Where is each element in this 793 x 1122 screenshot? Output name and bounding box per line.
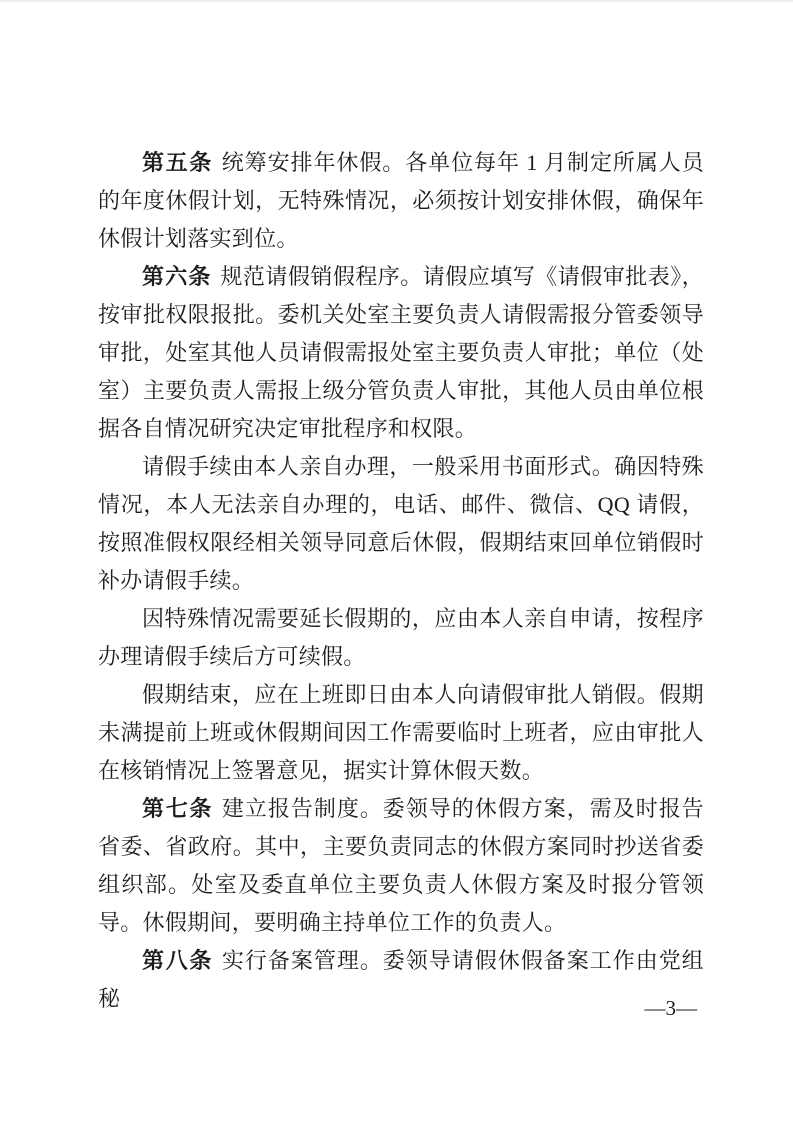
document-body <box>98 144 704 1018</box>
article-paragraph <box>98 942 704 1018</box>
article-paragraph <box>98 144 704 258</box>
paragraph-text: 假期结束，应在上班即日由本人向请假审批人销假。假期未满提前上班或休假期间因工作需要临时上班者，应由审批人在核销情况上签署意见，据实计算休假天数。 <box>98 682 704 783</box>
article-number-label: 第八条 <box>142 948 214 973</box>
article-number-label: 第六条 <box>142 264 212 289</box>
paragraph-text: 规范请假销假程序。请假应填写《请假审批表》，按审批权限报批。委机关处室主要负责人请假需报分管委领导审批，处室其他人员请假需报处室主要负责人审批；单位（处室）主要负责人需报上级分管负责人审批，其他人员由单位根据各自情况研究决定审批程序和权限。 <box>98 264 704 441</box>
paragraph-text: 请假手续由本人亲自办理，一般采用书面形式。确因特殊情况，本人无法亲自办理的，电话、邮件、微信、QQ 请假，按照准假权限经相关领导同意后休假，假期结束回单位销假时补办请假手续。 <box>98 454 704 593</box>
page-number: —3— <box>644 996 697 1020</box>
article-number-label: 第五条 <box>142 150 213 175</box>
article-paragraph <box>98 790 704 942</box>
article-paragraph <box>98 258 704 448</box>
paragraph-text: 实行备案管理。委领导请假休假备案工作由党组秘 <box>98 948 704 1011</box>
article-number-label: 第七条 <box>142 796 214 821</box>
article-paragraph <box>98 600 704 676</box>
article-paragraph <box>98 676 704 790</box>
article-paragraph <box>98 448 704 600</box>
paragraph-text: 因特殊情况需要延长假期的，应由本人亲自申请，按程序办理请假手续后方可续假。 <box>98 606 704 669</box>
paragraph-text: 建立报告制度。委领导的休假方案，需及时报告省委、省政府。其中，主要负责同志的休假方案同时抄送省委组织部。处室及委直单位主要负责人休假方案及时报分管领导。休假期间，要明确主持单位工作的负责人。 <box>98 796 704 935</box>
paragraph-text: 统筹安排年休假。各单位每年 1 月制定所属人员的年度休假计划，无特殊情况，必须按计划安排休假，确保年休假计划落实到位。 <box>98 150 704 251</box>
